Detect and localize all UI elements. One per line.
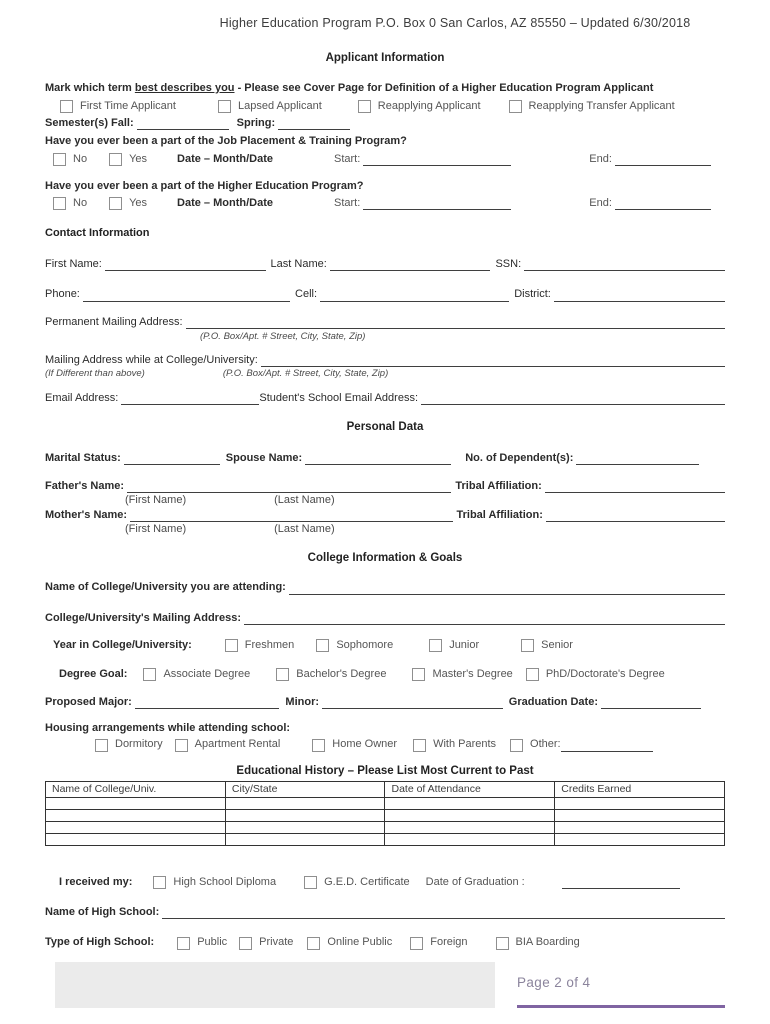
option-dormitory[interactable] xyxy=(95,738,163,751)
fall-label: Semester(s) Fall: xyxy=(45,117,134,130)
job-end-label: End: xyxy=(589,152,612,165)
district-label: District: xyxy=(514,288,551,301)
sophomore-checkbox[interactable] xyxy=(316,639,329,652)
mother-name-input[interactable] xyxy=(130,509,452,522)
job-program-question: Have you ever been a part of the Job Placement & Training Program? xyxy=(45,135,407,148)
college-mailing-input[interactable] xyxy=(244,612,725,625)
last-name-input[interactable] xyxy=(330,258,491,271)
history-cell[interactable] xyxy=(225,798,385,810)
option-bachelors-degree[interactable] xyxy=(276,668,386,681)
option-label: No xyxy=(73,152,88,165)
dormitory-checkbox[interactable] xyxy=(95,739,108,752)
permanent-address-hint-row xyxy=(45,330,725,343)
option-phd-degree[interactable] xyxy=(526,668,665,681)
history-cell[interactable] xyxy=(555,822,725,834)
hep-question: Have you ever been a part of the Higher Education Program? xyxy=(45,179,364,192)
cell-input[interactable] xyxy=(320,289,509,302)
option-freshmen[interactable] xyxy=(225,639,295,652)
senior-checkbox[interactable] xyxy=(521,639,534,652)
last-name-hint: (Last Name) xyxy=(274,523,335,536)
term-options-row xyxy=(45,100,725,113)
college-address-hint-row xyxy=(45,368,725,379)
option-first-time-applicant[interactable] xyxy=(60,100,176,113)
permanent-address-row xyxy=(45,316,725,329)
job-start-input[interactable] xyxy=(363,153,511,166)
option-with-parents[interactable] xyxy=(413,738,496,751)
district-input[interactable] xyxy=(554,289,725,302)
table-row xyxy=(46,810,725,822)
marital-row xyxy=(45,452,725,465)
option-online-public[interactable] xyxy=(307,936,392,949)
option-label: No xyxy=(73,196,88,209)
degree-goal-label: Degree Goal: xyxy=(59,667,128,680)
table-row xyxy=(46,834,725,846)
father-tribal-input[interactable] xyxy=(545,480,725,493)
footer-page-area xyxy=(517,962,725,1008)
option-label: Senior xyxy=(541,638,573,651)
lapsed-applicant-checkbox[interactable] xyxy=(218,100,231,113)
option-public[interactable] xyxy=(177,936,227,949)
option-senior[interactable] xyxy=(521,639,573,652)
degree-row xyxy=(45,668,725,681)
public-checkbox[interactable] xyxy=(177,937,190,950)
first-name-input[interactable] xyxy=(105,258,266,271)
option-masters-degree[interactable] xyxy=(412,668,512,681)
option-private[interactable] xyxy=(239,936,293,949)
table-header-row xyxy=(46,782,725,798)
school-email-input[interactable] xyxy=(421,392,725,405)
college-mailing-label: College/University's Mailing Address: xyxy=(45,611,241,624)
first-name-hint: (First Name) xyxy=(125,493,187,506)
history-cell[interactable] xyxy=(385,810,555,822)
option-label: Private xyxy=(259,936,294,949)
hs-name-input[interactable] xyxy=(162,906,725,919)
hep-start-label: Start: xyxy=(333,196,361,209)
option-label: BIA Boarding xyxy=(515,936,580,949)
junior-checkbox[interactable] xyxy=(429,639,442,652)
mother-tribal-input[interactable] xyxy=(546,509,725,522)
option-label: Sophomore xyxy=(336,638,394,651)
history-cell[interactable] xyxy=(385,822,555,834)
first-name-label: First Name: xyxy=(45,258,102,271)
term-prompt-post: - Please see Cover Page for Definition of a Higher Education Program Applicant xyxy=(234,81,654,94)
father-name-label: Father's Name: xyxy=(45,479,125,492)
received-label: I received my: xyxy=(59,876,133,889)
history-cell[interactable] xyxy=(225,810,385,822)
proposed-major-label: Proposed Major: xyxy=(45,696,132,709)
bia-boarding-checkbox[interactable] xyxy=(496,937,509,950)
last-name-label: Last Name: xyxy=(270,258,327,271)
permanent-address-input[interactable] xyxy=(186,316,725,329)
section-title-college-info: College Information & Goals xyxy=(307,551,463,564)
spring-label: Spring: xyxy=(236,117,276,130)
hs-grad-date-label: Date of Graduation : xyxy=(425,876,525,889)
column-header: Date of Attendance xyxy=(385,782,555,798)
hep-end-label: End: xyxy=(589,196,612,209)
option-label: Dormitory xyxy=(115,738,163,751)
job-start-label: Start: xyxy=(333,152,361,165)
home-owner-checkbox[interactable] xyxy=(312,739,325,752)
email-label: Email Address: xyxy=(45,391,119,404)
footer-input-area[interactable] xyxy=(55,962,495,1008)
father-row xyxy=(45,480,725,493)
marital-status-input[interactable] xyxy=(124,452,220,465)
option-label: First Time Applicant xyxy=(80,99,176,112)
hep-start-input[interactable] xyxy=(363,197,511,210)
education-history-title: Educational History – Please List Most Current to Past xyxy=(236,764,534,777)
phone-label: Phone: xyxy=(45,288,80,301)
option-home-owner[interactable] xyxy=(312,738,397,751)
hep-no-checkbox[interactable] xyxy=(53,197,66,210)
hep-answer-row xyxy=(45,197,725,210)
job-yes-option[interactable] xyxy=(109,153,147,166)
column-header: Credits Earned xyxy=(555,782,725,798)
option-label: Home Owner xyxy=(332,738,398,751)
column-header: City/State xyxy=(225,782,385,798)
hep-date-label: Date – Month/Date xyxy=(177,196,273,209)
foreign-checkbox[interactable] xyxy=(410,937,423,950)
email-row xyxy=(45,392,725,405)
job-date-label: Date – Month/Date xyxy=(177,152,273,165)
option-label: Master's Degree xyxy=(432,667,513,680)
mother-row xyxy=(45,509,725,522)
history-cell[interactable] xyxy=(46,822,226,834)
section-title-contact-information: Contact Information xyxy=(45,227,150,240)
hs-name-row xyxy=(45,906,725,919)
address-format-hint: (P.O. Box/Apt. # Street, City, State, Zip) xyxy=(200,330,366,342)
year-row xyxy=(45,639,725,652)
option-housing-other[interactable] xyxy=(510,738,561,751)
phone-input[interactable] xyxy=(83,289,290,302)
address-format-hint: (P.O. Box/Apt. # Street, City, State, Zip) xyxy=(222,368,389,380)
college-mailing-row xyxy=(45,612,725,625)
term-prompt xyxy=(45,82,725,95)
option-label: Bachelor's Degree xyxy=(296,667,387,680)
permanent-address-label: Permanent Mailing Address: xyxy=(45,315,183,328)
history-cell[interactable] xyxy=(385,834,555,846)
job-end-input[interactable] xyxy=(615,153,711,166)
option-label: Public xyxy=(197,936,228,949)
history-cell[interactable] xyxy=(46,810,226,822)
freshmen-checkbox[interactable] xyxy=(225,639,238,652)
associate-degree-checkbox[interactable] xyxy=(143,668,156,681)
bachelors-degree-checkbox[interactable] xyxy=(276,668,289,681)
history-cell[interactable] xyxy=(385,798,555,810)
dependents-input[interactable] xyxy=(576,452,699,465)
option-label: Online Public xyxy=(327,936,393,949)
term-prompt-pre: Mark which term xyxy=(45,81,135,94)
tribal-affiliation-label: Tribal Affiliation: xyxy=(455,479,542,492)
page-number-label: Page 2 of 4 xyxy=(517,975,591,991)
attending-row xyxy=(45,581,725,594)
college-address-label: Mailing Address while at College/University: xyxy=(45,354,258,367)
history-cell[interactable] xyxy=(555,798,725,810)
housing-other-input[interactable] xyxy=(561,739,653,752)
option-sophomore[interactable] xyxy=(316,639,393,652)
option-label: Yes xyxy=(129,152,148,165)
email-input[interactable] xyxy=(121,392,259,405)
hep-no-option[interactable] xyxy=(53,197,87,210)
table-row xyxy=(46,822,725,834)
education-history-table xyxy=(45,781,725,846)
option-label: Yes xyxy=(129,196,148,209)
school-email-label: Student's School Email Address: xyxy=(259,391,419,404)
college-attending-label: Name of College/University you are attending: xyxy=(45,581,286,594)
hep-yes-option[interactable] xyxy=(109,197,147,210)
option-reapplying-applicant[interactable] xyxy=(358,100,481,113)
hs-name-label: Name of High School: xyxy=(45,906,160,919)
option-label: Other: xyxy=(530,738,561,751)
proposed-major-input[interactable] xyxy=(135,696,280,709)
option-label: Freshmen xyxy=(244,638,295,651)
reapplying-transfer-applicant-checkbox[interactable] xyxy=(509,100,522,113)
hs-type-row xyxy=(45,936,725,949)
option-hs-diploma[interactable] xyxy=(153,876,276,889)
option-lapsed-applicant[interactable] xyxy=(218,100,322,113)
option-label: Reapplying Transfer Applicant xyxy=(528,99,675,112)
footer xyxy=(45,962,725,1008)
option-label: Reapplying Applicant xyxy=(377,99,481,112)
hep-end-input[interactable] xyxy=(615,197,711,210)
ged-certificate-checkbox[interactable] xyxy=(304,876,317,889)
hs-grad-date-input[interactable] xyxy=(562,876,680,889)
name-row xyxy=(45,258,725,271)
history-cell[interactable] xyxy=(555,834,725,846)
masters-degree-checkbox[interactable] xyxy=(412,668,425,681)
section-title-personal-data: Personal Data xyxy=(346,420,424,433)
table-row xyxy=(46,798,725,810)
option-apartment-rental[interactable] xyxy=(175,738,281,751)
minor-input[interactable] xyxy=(322,696,503,709)
option-bia-boarding[interactable] xyxy=(496,936,580,949)
semesters-row xyxy=(45,117,725,130)
cell-label: Cell: xyxy=(295,288,318,301)
mother-name-label: Mother's Name: xyxy=(45,509,128,522)
father-name-input[interactable] xyxy=(127,480,451,493)
minor-label: Minor: xyxy=(285,696,320,709)
apartment-rental-checkbox[interactable] xyxy=(175,739,188,752)
ssn-input[interactable] xyxy=(524,258,725,271)
option-label: Foreign xyxy=(430,936,468,949)
hs-diploma-checkbox[interactable] xyxy=(153,876,166,889)
ssn-label: SSN: xyxy=(495,258,522,271)
option-label: Apartment Rental xyxy=(194,738,281,751)
housing-options-row xyxy=(45,738,725,751)
spring-semester-input[interactable] xyxy=(278,117,350,130)
hs-type-label: Type of High School: xyxy=(45,936,155,949)
received-row xyxy=(45,876,725,889)
job-program-answer-row xyxy=(45,153,725,166)
phone-row xyxy=(45,288,725,301)
section-title-applicant-information: Applicant Information xyxy=(325,52,445,64)
history-cell[interactable] xyxy=(225,822,385,834)
term-prompt-underlined: best describes you xyxy=(134,81,235,94)
reapplying-applicant-checkbox[interactable] xyxy=(358,100,371,113)
housing-label: Housing arrangements while attending school: xyxy=(45,722,291,735)
job-yes-checkbox[interactable] xyxy=(109,153,122,166)
mother-hint-row xyxy=(45,523,725,536)
marital-status-label: Marital Status: xyxy=(45,451,121,464)
spouse-name-label: Spouse Name: xyxy=(225,451,303,464)
column-header: Name of College/Univ. xyxy=(46,782,226,798)
option-ged-certificate[interactable] xyxy=(304,876,410,889)
phd-degree-checkbox[interactable] xyxy=(526,668,539,681)
option-label: With Parents xyxy=(433,738,497,751)
option-junior[interactable] xyxy=(429,639,479,652)
fall-semester-input[interactable] xyxy=(137,117,229,130)
college-address-row xyxy=(45,354,725,367)
option-reapplying-transfer-applicant[interactable] xyxy=(509,100,675,113)
option-label: Associate Degree xyxy=(163,667,251,680)
option-label: High School Diploma xyxy=(173,876,277,889)
first-name-hint: (First Name) xyxy=(125,523,187,536)
option-label: G.E.D. Certificate xyxy=(324,876,410,889)
major-row xyxy=(45,696,725,709)
option-associate-degree[interactable] xyxy=(143,668,250,681)
option-label: PhD/Doctorate's Degree xyxy=(545,667,665,680)
graduation-date-input[interactable] xyxy=(601,696,701,709)
job-no-option[interactable] xyxy=(53,153,87,166)
tribal-affiliation-label: Tribal Affiliation: xyxy=(456,509,543,522)
first-time-applicant-checkbox[interactable] xyxy=(60,100,73,113)
history-cell[interactable] xyxy=(225,834,385,846)
dependents-label: No. of Dependent(s): xyxy=(465,451,574,464)
history-cell[interactable] xyxy=(555,810,725,822)
online-public-checkbox[interactable] xyxy=(307,937,320,950)
college-address-input[interactable] xyxy=(261,354,725,367)
option-foreign[interactable] xyxy=(410,936,467,949)
if-different-note: (If Different than above) xyxy=(45,368,145,380)
job-no-checkbox[interactable] xyxy=(53,153,66,166)
with-parents-checkbox[interactable] xyxy=(413,739,426,752)
history-cell[interactable] xyxy=(46,798,226,810)
private-checkbox[interactable] xyxy=(239,937,252,950)
history-cell[interactable] xyxy=(46,834,226,846)
graduation-date-label: Graduation Date: xyxy=(508,696,598,709)
hep-yes-checkbox[interactable] xyxy=(109,197,122,210)
spouse-name-input[interactable] xyxy=(305,452,451,465)
college-attending-input[interactable] xyxy=(289,582,725,595)
year-label: Year in College/University: xyxy=(53,638,192,651)
option-label: Junior xyxy=(449,638,480,651)
housing-other-checkbox[interactable] xyxy=(510,739,523,752)
father-hint-row xyxy=(45,494,725,507)
document-header: Higher Education Program P.O. Box 0 San Carlos, AZ 85550 – Updated 6/30/2018 xyxy=(219,16,691,30)
option-label: Lapsed Applicant xyxy=(237,99,322,112)
last-name-hint: (Last Name) xyxy=(274,493,335,506)
